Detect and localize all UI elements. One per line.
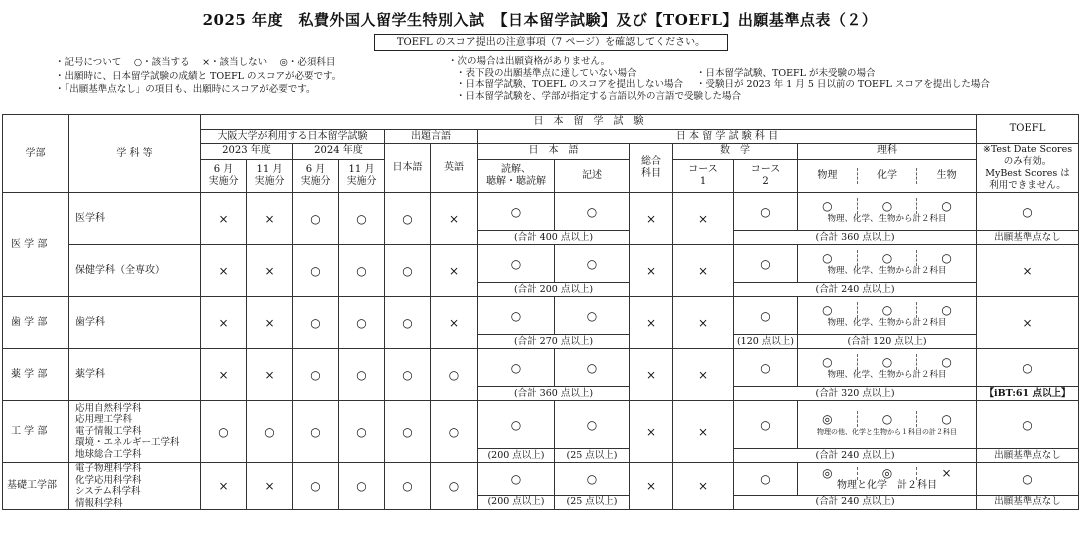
faculty-basic: 基礎工学部 [3, 463, 69, 510]
mark: × [630, 245, 673, 297]
mark: ○ [201, 401, 247, 463]
mark: ○ [822, 199, 833, 213]
mark: ○ [431, 463, 478, 510]
mark: ○ [293, 463, 339, 510]
mark: ○ [822, 303, 833, 317]
mark: × [673, 349, 734, 401]
mark: ○ [857, 198, 916, 214]
mark: ○ [293, 297, 339, 349]
legend-symbols: ・記号について ○・該当する ×・該当しない ◎・必須科目 [55, 57, 336, 68]
header-toefl-note: ※Test Date Scores のみ有効。 MyBest Scores は 利用できません。 [977, 144, 1079, 193]
header-year-2024: 2024 年度 [293, 144, 385, 160]
mark: ○ [917, 411, 976, 427]
dept-name: 保健学科（全専攻） [69, 245, 201, 297]
legend-item: ・日本留学試験、TOEFL のスコアを提出しない場合 [456, 79, 683, 90]
header-toefl: TOEFL [977, 115, 1079, 144]
mark: ○ [431, 349, 478, 401]
header-math: 数 学 [673, 144, 798, 160]
toefl-note-box: TOEFL のスコア提出の注意事項（7 ページ）を確認してください。 [374, 34, 728, 51]
mark: ○ [293, 245, 339, 297]
ja-sum: (合計 270 点以上) [478, 335, 630, 349]
header-course2: コース 2 [734, 159, 798, 192]
toefl-sum: 【iBT:61 点以上】 [977, 387, 1079, 401]
mark: ○ [339, 463, 385, 510]
mark: × [977, 245, 1079, 297]
mark: ○ [917, 250, 976, 266]
mark: × [673, 463, 734, 510]
header-kijutsu: 記述 [555, 159, 630, 192]
ja-sum: (合計 400 点以上) [478, 231, 630, 245]
header-year-2023: 2023 年度 [201, 144, 293, 160]
mark: ○ [555, 297, 630, 335]
ms-sum: (合計 320 点以上) [734, 387, 977, 401]
dept-name: 電子情報工学科 [75, 425, 142, 437]
science-note: 物理の他、化学と生物から１科目の計２科目 [817, 428, 957, 436]
science-note: 物理、化学、生物から計２科目 [827, 214, 947, 224]
dept-name: 応用理工学科 [75, 414, 133, 426]
faculty-eng: 工 学 部 [3, 401, 69, 463]
mark: ○ [555, 245, 630, 283]
ja-sum: (合計 360 点以上) [478, 387, 630, 401]
legend-right [448, 56, 990, 102]
mark: ○ [431, 401, 478, 463]
mark: × [247, 245, 293, 297]
faculty-dent: 歯 学 部 [3, 297, 69, 349]
science-sum: (合計 120 点以上) [798, 335, 977, 349]
ja-sum: (25 点以上) [555, 495, 630, 509]
header-sogo: 総合 科目 [630, 144, 673, 193]
header-2023-nov: 11 月 実施分 [247, 159, 293, 192]
mark: ○ [385, 401, 431, 463]
mark: ○ [977, 193, 1079, 231]
mark: × [201, 463, 247, 510]
mark: ○ [478, 245, 555, 283]
toefl-sum: 出願基準点なし [977, 231, 1079, 245]
mark: × [673, 245, 734, 297]
legend-no-criteria: ・「出願基準点なし」の項目も、出願時にスコアが必要です。 [55, 84, 316, 95]
mark: ○ [734, 245, 798, 283]
mark: ○ [478, 349, 555, 387]
header-2024-nov: 11 月 実施分 [339, 159, 385, 192]
header-course1: コース 1 [673, 159, 734, 192]
ja-sum: (合計 200 点以上) [478, 283, 630, 297]
header-biology: 生物 [917, 168, 976, 184]
legend-item: ・受験日が 2023 年 1 月 5 日以前の TOEFL スコアを提出した場合 [696, 79, 990, 90]
mark: ○ [339, 349, 385, 401]
dept-list [69, 463, 201, 510]
science-note: 物理、化学、生物から計２科目 [827, 318, 947, 328]
mark: × [673, 193, 734, 245]
mark: ○ [857, 250, 916, 266]
mark: ○ [478, 463, 555, 496]
ms-sum: (合計 360 点以上) [734, 231, 977, 245]
mark: ○ [293, 401, 339, 463]
mark: ○ [339, 401, 385, 463]
header-lang-en: 英語 [431, 144, 478, 193]
mark: ○ [478, 297, 555, 335]
mark: ○ [734, 297, 798, 335]
mark: ○ [385, 463, 431, 510]
ja-sum: (200 点以上) [478, 495, 555, 509]
mark: × [201, 193, 247, 245]
mark: ○ [555, 193, 630, 231]
header-osaka-use: 大阪大学が利用する日本留学試験 [201, 130, 385, 144]
mark: × [977, 297, 1079, 349]
mark: ○ [734, 349, 798, 387]
dept-name: 電子物理科学科 [75, 463, 142, 474]
header-chemistry: 化学 [857, 168, 916, 184]
mark: ○ [857, 411, 916, 427]
mark: × [247, 297, 293, 349]
header-eju: 日 本 留 学 試 験 [201, 115, 977, 130]
mark: × [917, 467, 976, 480]
mark: ○ [339, 193, 385, 245]
mark: ○ [822, 355, 833, 369]
mark: ○ [917, 302, 976, 318]
mark: ○ [339, 245, 385, 297]
header-lang-ja: 日本語 [385, 144, 431, 193]
mark: × [201, 245, 247, 297]
ja-sum: (200 点以上) [478, 449, 555, 463]
mark: ○ [293, 349, 339, 401]
mark: ○ [293, 193, 339, 245]
header-science: 理科 [798, 144, 977, 160]
dept-list [69, 401, 201, 463]
header-exam-lang: 出題言語 [385, 130, 478, 144]
mark: ○ [555, 349, 630, 387]
mark: × [431, 297, 478, 349]
mark: ○ [977, 349, 1079, 387]
dept-name: 環境・エネルギー工学科 [75, 437, 180, 449]
dept-name: 応用自然科学科 [75, 402, 142, 414]
mark: ○ [385, 349, 431, 401]
dept-name: システム科学科 [75, 486, 141, 497]
mark: × [630, 193, 673, 245]
ja-sum: (25 点以上) [555, 449, 630, 463]
mark: ○ [917, 198, 976, 214]
mark: × [630, 463, 673, 510]
toefl-sum: 出願基準点なし [977, 449, 1079, 463]
faculty-med: 医 学 部 [3, 193, 69, 297]
dept-name: 医学科 [69, 193, 201, 245]
science-note: 物理、化学、生物から計２科目 [827, 370, 947, 380]
mark: × [201, 297, 247, 349]
science-note: 物理と化学 計２科目 [837, 479, 937, 491]
science-note: 物理、化学、生物から計２科目 [827, 266, 947, 276]
header-physics: 物理 [817, 169, 838, 181]
toefl-sum: 出願基準点なし [977, 495, 1079, 509]
dept-name: 歯学科 [69, 297, 201, 349]
header-dokkai: 読解、 聴解・聴読解 [478, 159, 555, 192]
mark: ○ [857, 354, 916, 370]
header-dept: 学 科 等 [69, 115, 201, 193]
page-title: 2025 年度 私費外国人留学生特別入試 【日本留学試験】及び【TOEFL】出願基準点表（２） [202, 11, 878, 29]
legend-item: ・日本留学試験を、学部が指定する言語以外の言語で受験した場合 [456, 90, 742, 102]
dept-name: 情報科学科 [75, 497, 123, 509]
legend-left [55, 56, 341, 97]
mark: × [630, 401, 673, 463]
mark: ○ [857, 302, 916, 318]
mark: × [247, 193, 293, 245]
mark: ○ [734, 401, 798, 449]
mark: ◎ [822, 412, 833, 426]
mark: × [630, 297, 673, 349]
mark: × [201, 349, 247, 401]
criteria-table [2, 114, 1079, 510]
mark: ○ [734, 463, 798, 496]
mark: × [630, 349, 673, 401]
mark: × [431, 245, 478, 297]
mark: ○ [339, 297, 385, 349]
legend-ineligible-head: ・次の場合は出願資格がありません。 [448, 56, 611, 67]
mark: ○ [555, 401, 630, 449]
mark: ○ [478, 401, 555, 449]
ms-sum: (合計 240 点以上) [734, 283, 977, 297]
mark: ○ [555, 463, 630, 496]
dept-name: 化学応用科学科 [75, 474, 142, 486]
header-2024-jun: 6 月 実施分 [293, 159, 339, 192]
mark: ○ [734, 193, 798, 231]
mark: ○ [385, 297, 431, 349]
course2-sum: (120 点以上) [734, 335, 798, 349]
legend-requirement: ・出願時に、日本留学試験の成績と TOEFL のスコアが必要です。 [55, 70, 342, 82]
mark: ○ [385, 193, 431, 245]
mark: ○ [385, 245, 431, 297]
mark: ◎ [822, 466, 833, 480]
mark: ○ [247, 401, 293, 463]
header-subjects: 日 本 留 学 試 験 科 目 [478, 130, 977, 144]
dept-name: 地球総合工学科 [75, 448, 142, 460]
mark: × [673, 297, 734, 349]
faculty-pharm: 薬 学 部 [3, 349, 69, 401]
legend-item: ・日本留学試験、TOEFL が未受験の場合 [696, 67, 876, 79]
header-faculty: 学部 [3, 115, 69, 193]
header-2023-jun: 6 月 実施分 [201, 159, 247, 192]
header-japanese: 日 本 語 [478, 144, 630, 160]
mark: × [247, 463, 293, 510]
ms-sum: (合計 240 点以上) [734, 449, 977, 463]
mark: ○ [977, 401, 1079, 449]
mark: ○ [478, 193, 555, 231]
legend-item: ・表下段の出願基準点に達していない場合 [456, 67, 637, 79]
mark: ◎ [857, 467, 916, 480]
dept-name: 薬学科 [69, 349, 201, 401]
mark: × [673, 401, 734, 463]
mark: ○ [917, 354, 976, 370]
mark: ○ [822, 251, 833, 265]
ms-sum: (合計 240 点以上) [734, 495, 977, 509]
mark: × [431, 193, 478, 245]
mark: ○ [977, 463, 1079, 496]
mark: × [247, 349, 293, 401]
